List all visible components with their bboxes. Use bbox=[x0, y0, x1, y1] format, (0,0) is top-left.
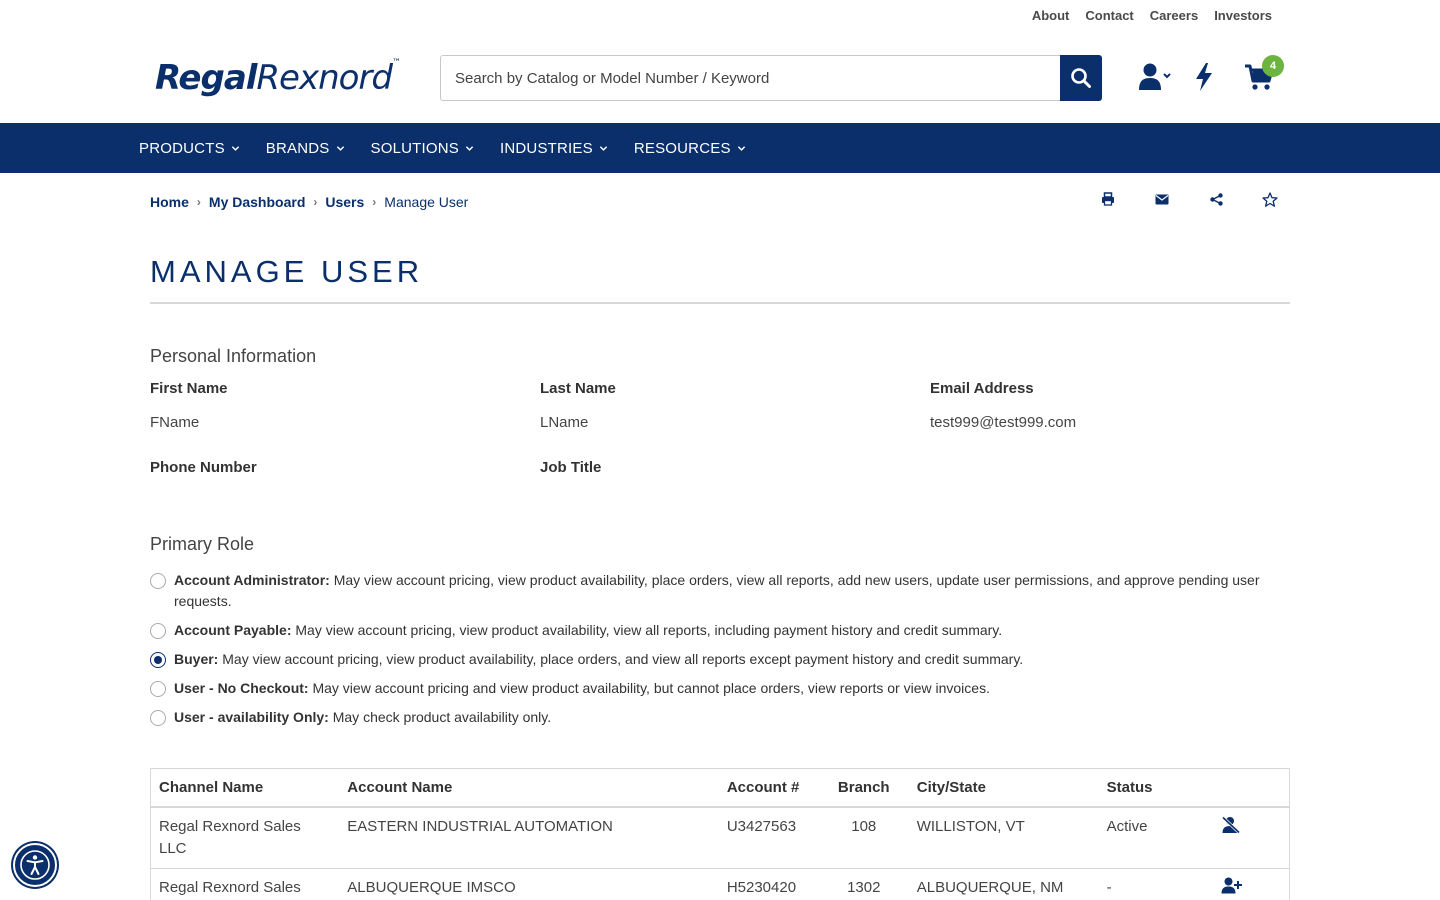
user-icon bbox=[1138, 62, 1172, 92]
accounts-table bbox=[150, 768, 1290, 900]
cell-channel-name: Regal Rexnord Sales LLC bbox=[151, 807, 340, 869]
breadcrumb bbox=[150, 194, 468, 210]
nav-label: INDUSTRIES bbox=[499, 139, 593, 157]
cell-action bbox=[1209, 868, 1290, 900]
first-name-label: First Name bbox=[150, 380, 228, 397]
role-radio-user-availability-only[interactable] bbox=[150, 710, 166, 726]
cell-status: Active bbox=[1099, 807, 1209, 869]
column-header-city-state: City/State bbox=[909, 769, 1099, 807]
chevron-down-icon bbox=[599, 144, 608, 153]
column-header-branch: Branch bbox=[819, 769, 909, 807]
cell-branch: 1302 bbox=[819, 868, 909, 900]
utility-nav bbox=[1032, 8, 1272, 23]
role-option-buyer bbox=[150, 649, 1290, 670]
cell-channel-name: Regal Rexnord Sales bbox=[151, 868, 340, 900]
cell-city-state: ALBUQUERQUE, NM bbox=[909, 868, 1099, 900]
personal-info-heading: Personal Information bbox=[150, 346, 317, 366]
deactivate-user-button[interactable] bbox=[1221, 816, 1241, 841]
header-icons bbox=[1138, 60, 1277, 92]
cell-account-number: H5230420 bbox=[719, 868, 819, 900]
job-title-label: Job Title bbox=[540, 459, 602, 476]
nav-label: PRODUCTS bbox=[139, 139, 225, 157]
cell-branch: 108 bbox=[819, 807, 909, 869]
role-text: User - availability Only: May check product availability only. bbox=[174, 709, 552, 725]
role-radio-account-payable[interactable] bbox=[150, 623, 166, 639]
table-row bbox=[151, 868, 1290, 900]
primary-role-heading: Primary Role bbox=[150, 534, 255, 554]
cell-account-number: U3427563 bbox=[719, 807, 819, 869]
last-name-value: LName bbox=[540, 414, 589, 431]
breadcrumb-users[interactable]: Users bbox=[325, 194, 365, 210]
user-add-icon bbox=[1221, 877, 1242, 894]
cell-account-name: EASTERN INDUSTRIAL AUTOMATION bbox=[339, 807, 719, 869]
quick-order-button[interactable] bbox=[1194, 62, 1214, 92]
nav-brands[interactable] bbox=[266, 140, 345, 157]
util-link-investors[interactable]: Investors bbox=[1214, 8, 1272, 23]
cart-button[interactable] bbox=[1244, 60, 1277, 91]
util-link-contact[interactable]: Contact bbox=[1085, 8, 1134, 23]
role-option-account-payable bbox=[150, 620, 1290, 641]
role-option-user-availability-only bbox=[150, 707, 1290, 728]
role-options bbox=[150, 570, 1290, 736]
role-option-account-administrator bbox=[150, 570, 1290, 612]
phone-label: Phone Number bbox=[150, 459, 257, 476]
cell-account-name: ALBUQUERQUE IMSCO bbox=[339, 868, 719, 900]
cell-status: - bbox=[1099, 868, 1209, 900]
search-button[interactable] bbox=[1060, 55, 1102, 101]
search-bar bbox=[440, 55, 1102, 101]
last-name-label: Last Name bbox=[540, 380, 616, 397]
util-link-careers[interactable]: Careers bbox=[1149, 8, 1199, 23]
column-header-account-number: Account # bbox=[719, 769, 819, 807]
breadcrumb-current: Manage User bbox=[384, 194, 469, 210]
print-button[interactable] bbox=[1100, 190, 1116, 208]
column-header-action bbox=[1209, 769, 1290, 807]
role-option-user-no-checkout bbox=[150, 678, 1290, 699]
util-link-about[interactable]: About bbox=[1031, 8, 1070, 23]
nav-label: SOLUTIONS bbox=[370, 139, 459, 157]
logo-text: RegalRexnord™ bbox=[154, 58, 400, 98]
lightning-icon bbox=[1194, 62, 1214, 92]
main-nav bbox=[0, 123, 1440, 173]
first-name-value: FName bbox=[150, 414, 200, 431]
logo-mark-icon bbox=[152, 63, 153, 93]
role-radio-buyer[interactable] bbox=[150, 652, 166, 668]
site-header bbox=[0, 40, 1440, 123]
chevron-down-icon bbox=[231, 144, 240, 153]
title-divider bbox=[150, 302, 1290, 304]
brand-logo[interactable] bbox=[152, 58, 400, 98]
accessibility-icon bbox=[19, 849, 51, 881]
breadcrumb-dashboard[interactable]: My Dashboard bbox=[208, 194, 306, 210]
breadcrumb-separator-icon: › bbox=[196, 195, 201, 209]
envelope-icon bbox=[1155, 194, 1169, 205]
chevron-down-icon bbox=[336, 144, 345, 153]
page-tools bbox=[1100, 190, 1278, 208]
role-text: Account Administrator: May view account pricing, view product availability, place orders, view all reports, add new users, update user permissions, and approve pending user requests. bbox=[174, 572, 1260, 609]
column-header-account-name: Account Name bbox=[339, 769, 719, 807]
role-text: Buyer: May view account pricing, view product availability, place orders, and view all reports except payment history and credit summary. bbox=[174, 651, 1024, 667]
favorite-button[interactable] bbox=[1262, 190, 1278, 208]
chevron-down-icon bbox=[465, 144, 474, 153]
chevron-down-icon bbox=[737, 144, 746, 153]
account-menu[interactable] bbox=[1138, 62, 1172, 92]
share-icon bbox=[1210, 193, 1223, 206]
print-icon bbox=[1101, 192, 1115, 206]
breadcrumb-separator-icon: › bbox=[313, 195, 318, 209]
email-value: test999@test999.com bbox=[930, 414, 1077, 431]
cell-action bbox=[1209, 807, 1290, 869]
column-header-channel-name: Channel Name bbox=[151, 769, 340, 807]
breadcrumb-separator-icon: › bbox=[372, 195, 377, 209]
role-radio-user-no-checkout[interactable] bbox=[150, 681, 166, 697]
nav-label: BRANDS bbox=[265, 139, 330, 157]
user-remove-icon bbox=[1221, 816, 1241, 834]
email-button[interactable] bbox=[1154, 190, 1170, 208]
role-text: User - No Checkout: May view account pricing and view product availability, but cannot place orders, view reports or view invoices. bbox=[174, 680, 990, 696]
email-label: Email Address bbox=[930, 380, 1034, 397]
add-user-button[interactable] bbox=[1221, 877, 1242, 900]
nav-products[interactable] bbox=[139, 140, 240, 157]
star-icon bbox=[1262, 192, 1278, 207]
nav-label: RESOURCES bbox=[633, 139, 731, 157]
nav-solutions[interactable] bbox=[371, 140, 474, 157]
table-header-row bbox=[151, 769, 1290, 807]
cart-count-badge: 4 bbox=[1262, 55, 1284, 77]
table-row bbox=[151, 807, 1290, 869]
page-title: MANAGE USER bbox=[150, 254, 424, 289]
breadcrumb-home[interactable]: Home bbox=[150, 194, 189, 210]
search-icon bbox=[1070, 67, 1092, 89]
search-input[interactable] bbox=[440, 55, 1060, 101]
nav-resources[interactable] bbox=[634, 140, 746, 157]
accessibility-button[interactable] bbox=[13, 843, 57, 887]
nav-industries[interactable] bbox=[500, 140, 608, 157]
share-button[interactable] bbox=[1208, 190, 1224, 208]
cell-city-state: WILLISTON, VT bbox=[909, 807, 1099, 869]
role-radio-account-administrator[interactable] bbox=[150, 573, 166, 589]
column-header-status: Status bbox=[1099, 769, 1209, 807]
role-text: Account Payable: May view account pricing, view product availability, view all reports, including payment history and credit summary. bbox=[174, 622, 1003, 638]
